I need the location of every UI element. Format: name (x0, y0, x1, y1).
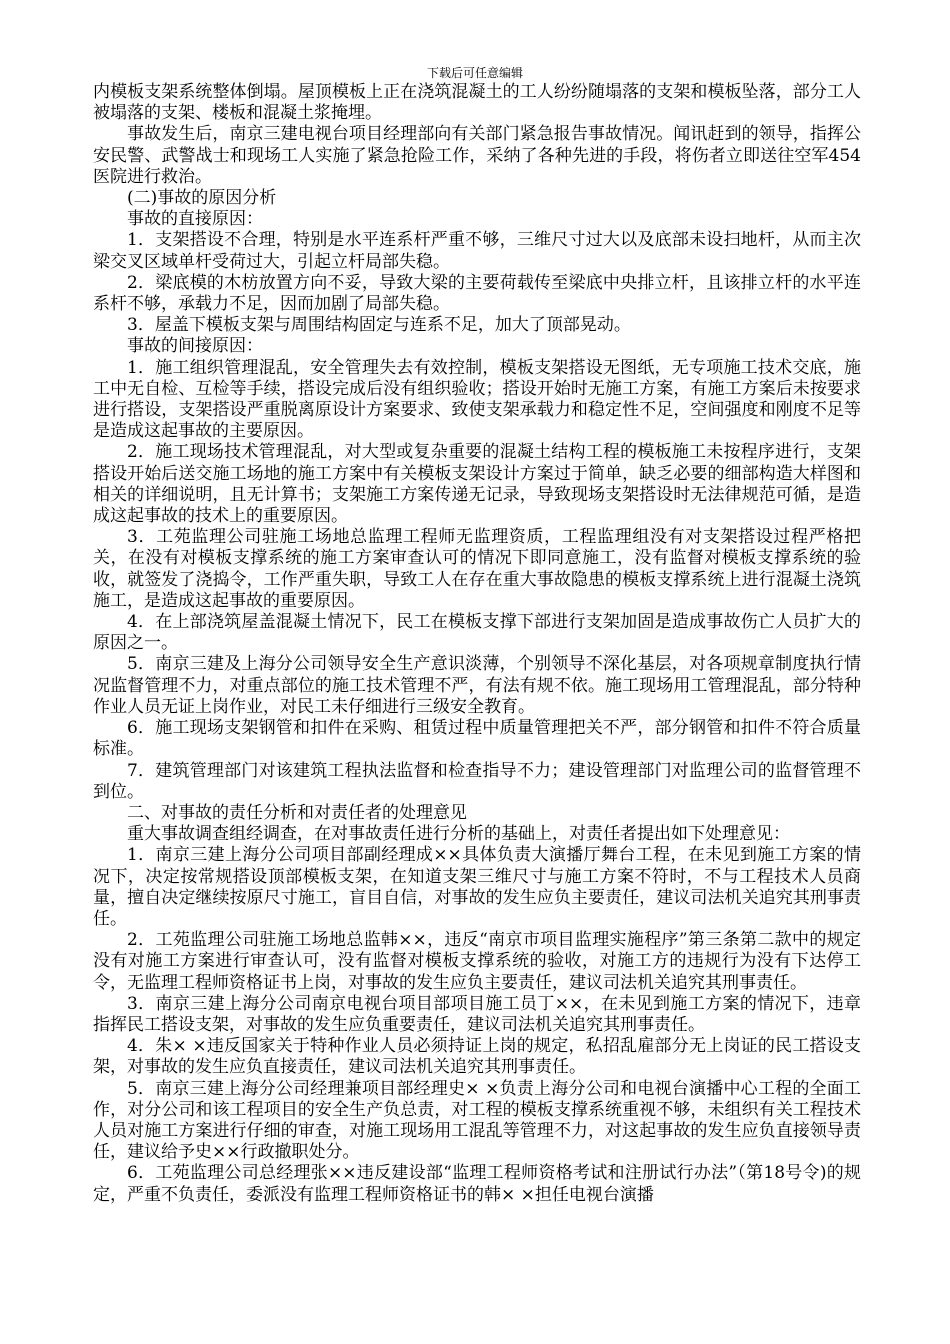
paragraph: 4．在上部浇筑屋盖混凝土情况下，民工在模板支撑下部进行支架加固是造成事故伤亡人员扩大的原因之一。 (93, 612, 861, 654)
paragraph: 3．工苑监理公司驻施工场地总监理工程师无监理资质，工程监理组没有对支架搭设过程严格把关，在没有对模板支撑系统的施工方案审查认可的情况下即同意施工，没有监督对模板支撑系统的验收，就签发了浇捣令，工作严重失职，导致工人在存在重大事故隐患的模板支撑系统上进行混凝土浇筑施工，是造成这起事故的重要原因。 (93, 527, 861, 611)
paragraph: 1．施工组织管理混乱，安全管理失去有效控制，模板支架搭设无图纸，无专项施工技术交底，施工中无自检、互检等手续，搭设完成后没有组织验收；搭设开始时无施工方案，有施工方案后未按要求进行搭设，支架搭设严重脱离原设计方案要求、致使支架承载力和稳定性不足，空间强度和刚度不足等是造成这起事故的主要原因。 (93, 357, 861, 442)
paragraph: 1．支架搭设不合理，特别是水平连系杆严重不够，三维尺寸过大以及底部未设扫地杆，从而主次梁交叉区域单杆受荷过大，引起立杆局部失稳。 (93, 230, 861, 272)
subsection-heading: 事故的间接原因： (127, 336, 263, 357)
paragraph: 2．施工现场技术管理混乱，对大型或复杂重要的混凝土结构工程的模板施工未按程序进行，支架搭设开始后送交施工场地的施工方案中有关模板支架设计方案过于简单，缺乏必要的细部构造大样图和相关的详细说明，且无计算书；支架施工方案传递无记录，导致现场支架搭设时无法律规范可循，是造成这起事故的技术上的重要原因。 (93, 442, 861, 527)
paragraph: 事故发生后，南京三建电视台项目经理部向有关部门紧急报告事故情况。闻讯赶到的领导，指挥公安民警、武警战士和现场工人实施了紧急抢险工作，采纳了各种先进的手段，将伤者立即送往空军454医院进行救治。 (93, 124, 861, 187)
paragraph: 4．朱× ×违反国家关于特种作业人员必须持证上岗的规定，私招乱雇部分无上岗证的民工搭设支架，对事故的发生应负直接责任，建议司法机关追究其刑事责任。 (93, 1036, 861, 1078)
paragraph: 内模板支架系统整体倒塌。屋顶模板上正在浇筑混凝土的工人纷纷随塌落的支架和模板坠落，部分工人被塌落的支架、楼板和混凝土浆掩埋。 (93, 82, 861, 124)
paragraph: 5．南京三建及上海分公司领导安全生产意识淡薄，个别领导不深化基层，对各项规章制度执行情况监督管理不力，对重点部位的施工技术管理不严，有法有规不依。施工现场用工管理混乱，部分特种作业人员无证上岗作业，对民工未仔细进行三级安全教育。 (93, 654, 861, 717)
section-heading: 二、对事故的责任分析和对责任者的处理意见 (127, 802, 467, 823)
paragraph: 5．南京三建上海分公司经理兼项目部经理史× ×负责上海分公司和电视台演播中心工程的全面工作，对分公司和该工程项目的安全生产负总责，对工程的模板支撑系统重视不够，未组织有关工程技术人员对施工方案进行仔细的审查，对施工现场用工混乱等管理不力，对这起事故的发生应负直接领导责任，建议给予史××行政撤职处分。 (93, 1078, 861, 1163)
paragraph: 1．南京三建上海分公司项目部副经理成××具体负责大演播厅舞台工程，在未见到施工方案的情况下，决定按常规搭设顶部模板支架，在知道支架三维尺寸与施工方案不符时，不与工程技术人员商量，擅自决定继续按原尺寸施工，盲目自信，对事故的发生应负主要责任，建议司法机关追究其刑事责任。 (93, 845, 861, 929)
page-header-note: 下载后可任意编辑 (426, 66, 523, 80)
paragraph: 3．南京三建上海分公司南京电视台项目部项目施工员丁××，在未见到施工方案的情况下，违章指挥民工搭设支架，对事故的发生应负重要责任，建议司法机关追究其刑事责任。 (93, 993, 861, 1035)
paragraph: 3．屋盖下模板支架与周围结构固定与连系不足，加大了顶部晃动。 (127, 315, 631, 336)
paragraph: 6．工苑监理公司总经理张××违反建设部“监理工程师资格考试和注册试行办法”（第18号令)的规定，严重不负责任，委派没有监理工程师资格证书的韩× ×担任电视台演播 (93, 1163, 861, 1205)
paragraph: 7．建筑管理部门对该建筑工程执法监督和检查指导不力；建设管理部门对监理公司的监督管理不到位。 (93, 760, 861, 802)
paragraph: 重大事故调查组经调查，在对事故责任进行分析的基础上，对责任者提出如下处理意见： (127, 824, 790, 845)
document-body (93, 82, 861, 1206)
subsection-heading: 事故的直接原因： (127, 209, 263, 230)
paragraph: 2．梁底模的木枋放置方向不妥，导致大梁的主要荷载传至梁底中央排立杆，且该排立杆的水平连系杆不够，承载力不足，因而加剧了局部失稳。 (93, 272, 861, 315)
paragraph: 6．施工现场支架钢管和扣件在采购、租赁过程中质量管理把关不严，部分钢管和扣件不符合质量标准。 (93, 718, 861, 760)
section-heading: (二)事故的原因分析 (127, 188, 277, 209)
paragraph: 2．工苑监理公司驻施工场地总监韩××，违反“南京市项目监理实施程序”第三条第二款中的规定没有对施工方案进行审查认可，没有监督对模板支撑系统的验收，对施工方的违规行为没有下达停工令，无监理工程师资格证书上岗，对事故的发生应负主要责任，建议司法机关追究其刑事责任。 (93, 930, 861, 993)
